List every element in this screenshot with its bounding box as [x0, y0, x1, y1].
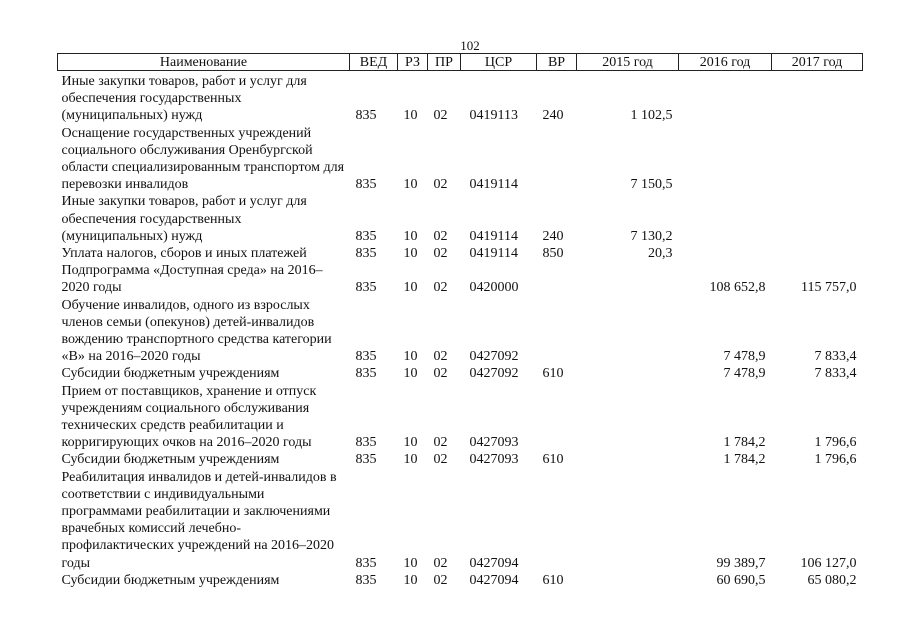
- cell-2017: 7 833,4: [814, 366, 857, 382]
- cell-vr: [537, 262, 577, 296]
- cell-vr: 610: [542, 452, 564, 468]
- cell-rz: 10: [403, 555, 418, 571]
- header-2017: 2017 год: [772, 54, 863, 71]
- cell-vr: 610: [542, 366, 564, 382]
- cell-ved: 835: [355, 555, 377, 571]
- cell-pr: 02: [433, 435, 448, 451]
- budget-table: [57, 53, 863, 589]
- cell-csr: 0427093: [469, 452, 519, 468]
- cell-2016: 108 652,8: [709, 280, 766, 296]
- cell-vr: 240: [542, 228, 564, 244]
- cell-vr: 240: [542, 108, 564, 124]
- table-row: [58, 71, 863, 125]
- cell-ved: 835: [355, 246, 377, 262]
- table-row: [58, 469, 863, 572]
- cell-2015: 7 150,5: [630, 177, 673, 193]
- header-vr: ВР: [537, 54, 577, 71]
- cell-name: Иные закупки товаров, работ и услуг для обеспечения государственных (муниципальных) нужд: [61, 194, 307, 244]
- header-name: Наименование: [58, 54, 350, 71]
- cell-2015: 20,3: [648, 246, 673, 262]
- cell-2016: [679, 125, 772, 194]
- cell-2015: [577, 262, 679, 296]
- cell-csr: 0427092: [469, 366, 519, 382]
- header-rz: РЗ: [398, 54, 428, 71]
- cell-2015: [577, 572, 679, 589]
- cell-2017: [772, 71, 863, 125]
- cell-csr: 0427093: [469, 435, 519, 451]
- cell-name: Уплата налогов, сборов и иных платежей: [61, 246, 307, 262]
- cell-rz: 10: [403, 246, 418, 262]
- cell-pr: 02: [433, 349, 448, 365]
- cell-2016: [679, 245, 772, 262]
- cell-2015: [577, 451, 679, 468]
- cell-vr: [537, 469, 577, 572]
- cell-rz: 10: [403, 280, 418, 296]
- cell-2017: [772, 125, 863, 194]
- cell-2016: 7 478,9: [723, 366, 766, 382]
- cell-name: Оснащение государственных учреждений социального обслуживания Оренбургской области специализированным транспортом для перевозки инвалидов: [61, 125, 345, 193]
- cell-name: Иные закупки товаров, работ и услуг для обеспечения государственных (муниципальных) нужд: [61, 74, 307, 124]
- cell-pr: 02: [433, 452, 448, 468]
- table-row: [58, 383, 863, 452]
- cell-ved: 835: [355, 108, 377, 124]
- cell-pr: 02: [433, 555, 448, 571]
- cell-rz: 10: [403, 366, 418, 382]
- cell-name: Субсидии бюджетным учреждениям: [61, 452, 280, 468]
- cell-ved: 835: [355, 280, 377, 296]
- cell-2015: 1 102,5: [630, 108, 673, 124]
- cell-vr: 850: [542, 246, 564, 262]
- table-row: [58, 297, 863, 366]
- cell-csr: 0420000: [469, 280, 519, 296]
- table-body: [58, 71, 863, 590]
- cell-2017: 1 796,6: [814, 452, 857, 468]
- table-row: [58, 365, 863, 382]
- cell-ved: 835: [355, 177, 377, 193]
- cell-rz: 10: [403, 349, 418, 365]
- cell-rz: 10: [403, 177, 418, 193]
- cell-name: Обучение инвалидов, одного из взрослых членов семьи (опекунов) детей-инвалидов вождению транспортного средства категории «В» на 2016–2020 годы: [61, 297, 332, 365]
- cell-2017: [772, 193, 863, 245]
- cell-name: Реабилитация инвалидов и детей-инвалидов в соответствии с индивидуальными программами реабилитации и заключениями врачебных комиссий лечебно-профилактических учреждений на 2016–2020 годы: [61, 469, 337, 571]
- cell-2015: [577, 297, 679, 366]
- cell-csr: 0419114: [469, 228, 518, 244]
- cell-csr: 0419113: [469, 108, 518, 124]
- header-2016: 2016 год: [679, 54, 772, 71]
- table-row: [58, 262, 863, 296]
- cell-ved: 835: [355, 435, 377, 451]
- cell-csr: 0427094: [469, 572, 519, 588]
- header-csr: ЦСР: [461, 54, 537, 71]
- cell-ved: 835: [355, 366, 377, 382]
- cell-name: Подпрограмма «Доступная среда» на 2016–2020 годы: [61, 263, 323, 296]
- table-row: [58, 572, 863, 589]
- cell-2016: 99 389,7: [716, 555, 766, 571]
- cell-2015: [577, 469, 679, 572]
- cell-ved: 835: [355, 349, 377, 365]
- cell-2016: 1 784,2: [723, 435, 766, 451]
- cell-rz: 10: [403, 435, 418, 451]
- cell-pr: 02: [433, 228, 448, 244]
- cell-pr: 02: [433, 572, 448, 588]
- cell-pr: 02: [433, 177, 448, 193]
- cell-2015: [577, 365, 679, 382]
- header-2015: 2015 год: [577, 54, 679, 71]
- cell-name: Субсидии бюджетным учреждениям: [61, 572, 280, 588]
- cell-2017: 106 127,0: [800, 555, 857, 571]
- cell-name: Субсидии бюджетным учреждениям: [61, 366, 280, 382]
- cell-pr: 02: [433, 280, 448, 296]
- cell-ved: 835: [355, 228, 377, 244]
- cell-2016: 60 690,5: [716, 572, 766, 588]
- cell-ved: 835: [355, 452, 377, 468]
- cell-name: Прием от поставщиков, хранение и отпуск учреждениям социального обслуживания технических средств реабилитации и корригирующих очков на 2016–2020 годы: [61, 383, 317, 451]
- cell-2017: 7 833,4: [814, 349, 857, 365]
- cell-vr: [537, 125, 577, 194]
- cell-csr: 0427094: [469, 555, 519, 571]
- cell-rz: 10: [403, 452, 418, 468]
- cell-2017: 1 796,6: [814, 435, 857, 451]
- cell-ved: 835: [355, 572, 377, 588]
- cell-pr: 02: [433, 246, 448, 262]
- cell-2016: [679, 71, 772, 125]
- cell-2017: 65 080,2: [807, 572, 857, 588]
- cell-csr: 0419114: [469, 246, 518, 262]
- header-pr: ПР: [428, 54, 461, 71]
- header-ved: ВЕД: [350, 54, 398, 71]
- cell-csr: 0427092: [469, 349, 519, 365]
- page-number: 102: [460, 38, 480, 53]
- cell-2015: [577, 383, 679, 452]
- cell-vr: [537, 383, 577, 452]
- cell-csr: 0419114: [469, 177, 518, 193]
- table-row: [58, 245, 863, 262]
- cell-rz: 10: [403, 108, 418, 124]
- table-row: [58, 125, 863, 194]
- table-row: [58, 193, 863, 245]
- cell-vr: [537, 297, 577, 366]
- cell-pr: 02: [433, 108, 448, 124]
- cell-2016: [679, 193, 772, 245]
- cell-2016: 7 478,9: [723, 349, 766, 365]
- cell-pr: 02: [433, 366, 448, 382]
- cell-2016: 1 784,2: [723, 452, 766, 468]
- table-header-row: [58, 54, 863, 71]
- cell-vr: 610: [542, 572, 564, 588]
- cell-2017: 115 757,0: [801, 280, 857, 296]
- cell-2015: 7 130,2: [630, 228, 673, 244]
- cell-rz: 10: [403, 228, 418, 244]
- table-row: [58, 451, 863, 468]
- cell-2017: [772, 245, 863, 262]
- cell-rz: 10: [403, 572, 418, 588]
